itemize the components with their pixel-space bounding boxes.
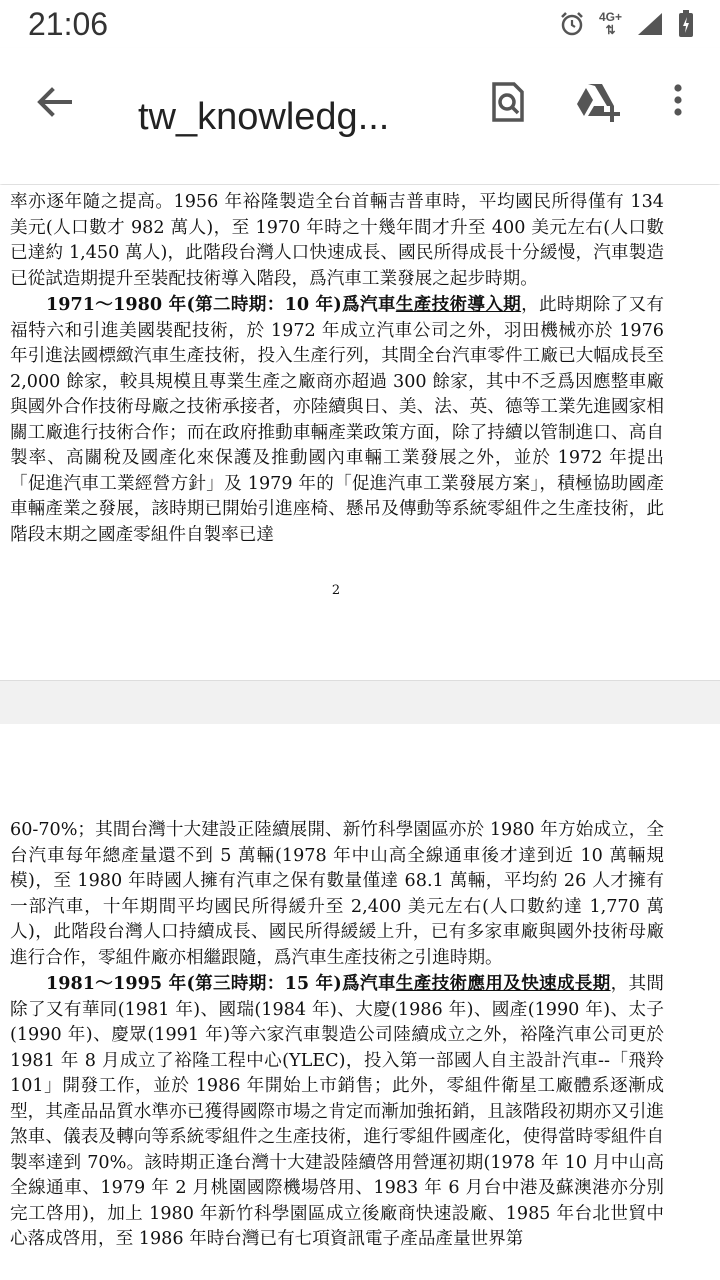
document-page-2	[0, 724, 720, 1280]
page-separator	[0, 680, 720, 725]
paragraph: 60-70%；其間台灣十大建設正陸續展開、新竹科學園區亦於 1980 年方始成立，全台汽車每年總產量還不到 5 萬輛(1978 年中山高全線通車後才達到近 10 萬輛規模)，至 1980 年時國人擁有汽車之保有數量僅達 68.1 萬輛，平均約 26 人才擁有一部汽車，十年期間平均國民所得緩升至 2,400 美元左右(人口數約達 1,770 萬人)，此階段台灣人口持續成長、國民所得緩緩上升，已有多家車廠與國外技術母廠進行合作，零組件廠亦相繼跟隨，爲汽車生產技術之引進時期。	[10, 820, 664, 968]
status-time: 21:06	[28, 6, 109, 42]
status-bar	[0, 0, 720, 48]
add-to-drive-icon[interactable]	[574, 80, 622, 124]
network-indicator	[599, 11, 622, 37]
period-heading: 1971～1980 年(第二時期：10 年)爲汽車	[46, 294, 396, 315]
app-bar	[0, 48, 720, 184]
paragraph-body: ，此時期除了又有福特六和引進美國裝配技術，於 1972 年成立汽車公司之外，羽田機械亦於 1976 年引進法國標緻汽車生產技術，投入生產行列，其間全台汽車零件工廠已大幅成長至 2,000 餘家，較具規模且專業生產之廠商亦超過 300 餘家，其中不乏爲因應整車廠與國外合作技術母廠之技術承接者，亦陸續與日、美、法、英、德等工業先進國家相關工廠進行技術合作；而在政府推動車輛產業政策方面，除了持續以管制進口、高自製率、高關稅及國產化來保護及推動國內車輛工業發展之外，並於 1972 年提出「促進汽車工業經營方針」及 1979 年的「促進汽車工業發展方案」，積極協助國產車輛產業之發展，該時期已開始引進座椅、懸吊及傳動等系統零組件之生產技術，此階段末期之國產零組件自製率已達	[10, 295, 664, 545]
find-in-document-icon[interactable]	[486, 80, 530, 124]
period-name: 生產技術導入期	[395, 294, 522, 315]
battery-icon	[678, 10, 694, 38]
status-icons	[559, 10, 694, 38]
page-1-text	[10, 190, 664, 548]
back-arrow-icon[interactable]	[30, 78, 78, 126]
paragraph: 率亦逐年隨之提高。1956 年裕隆製造全台首輛吉普車時，平均國民所得僅有 134 美元(人口數才 982 萬人)，至 1970 年時之十幾年間才升至 400 美元左右(人口數已達約 1,450 萬人)，此階段台灣人口快速成長、國民所得成長十分緩慢，汽車製造已從試造期提升至裝配技術導入階段，爲汽車工業發展之起步時期。	[10, 192, 664, 289]
page-2-text	[10, 818, 664, 1253]
more-options-icon[interactable]	[664, 80, 692, 124]
paragraph-body: ，其間除了又有華同(1981 年)、國瑞(1984 年)、大慶(1986 年)、國產(1990 年)、太子(1990 年)、慶眾(1991 年)等六家汽車製造公司陸續成立之外，裕隆汽車公司更於 1981 年 8 月成立了裕隆工程中心(YLEC)，投入第一部國人自主設計汽車--「飛羚 101」開發工作，並於 1986 年開始上市銷售；此外，零組件衛星工廠體系逐漸成型，其產品品質水準亦已獲得國際市場之肯定而漸加強拓銷，且該階段初期亦又引進煞車、儀表及轉向等系統零組件之生產技術，進行零組件國產化，使得當時零組件自製率達到 70%。該時期正逢台灣十大建設陸續啓用營運初期(1978 年 10 月中山高全線通車、1979 年 2 月桃園國際機場啓用、1983 年 6 月台中港及蘇澳港亦分別完工啓用)，加上 1980 年新竹科學園區成立後廠商快速設廠、1985 年台北世貿中心落成啓用，至 1986 年時台灣已有七項資訊電子產品產量世界第	[10, 974, 664, 1249]
signal-icon	[636, 11, 664, 37]
document-page-1	[0, 185, 720, 680]
document-title: tw_knowledg...	[138, 96, 390, 138]
period-heading: 1981～1995 年(第三時期：15 年)爲汽車	[46, 973, 396, 994]
period-name: 生產技術應用及快速成長期	[395, 973, 611, 994]
page-number: 2	[331, 583, 341, 598]
network-type: 4G+	[598, 10, 622, 24]
alarm-icon	[559, 11, 585, 37]
data-arrows-icon: ⇅	[605, 23, 616, 37]
paragraph	[10, 971, 664, 1253]
paragraph	[10, 292, 664, 548]
